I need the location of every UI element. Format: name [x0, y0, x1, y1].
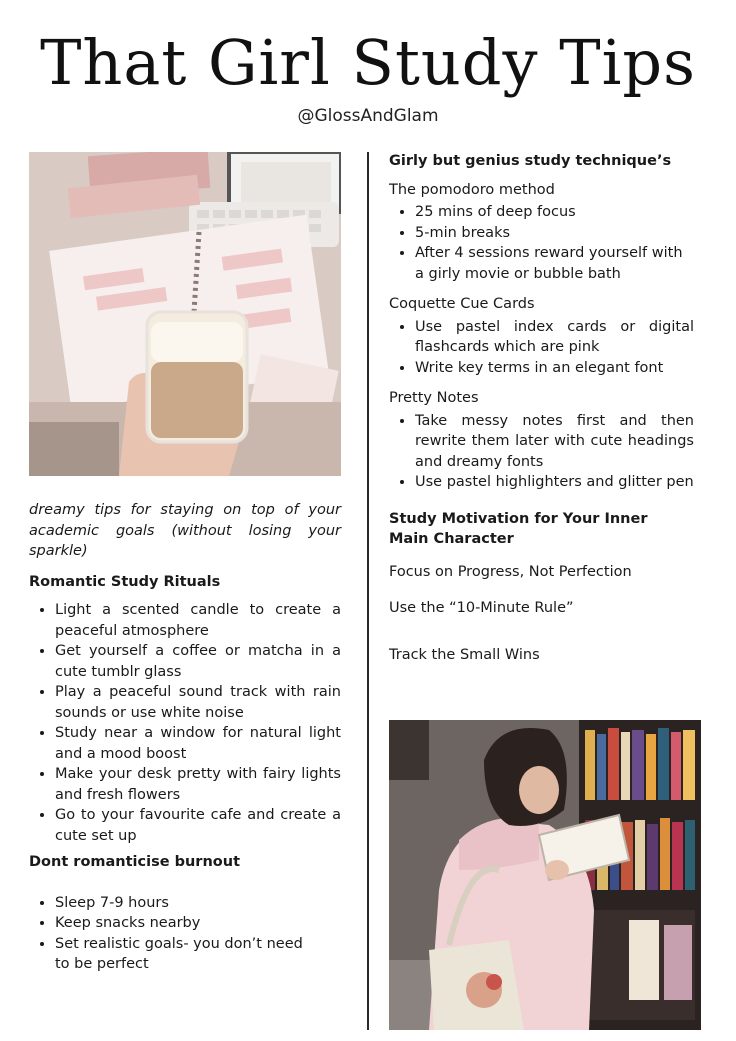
cue-cards-section — [389, 294, 694, 378]
pretty-notes-title: Pretty Notes — [389, 390, 479, 406]
list-item: • Go to your favourite cafe and create a cute set up — [55, 805, 341, 846]
pomodoro-list — [389, 202, 694, 284]
pomodoro-title: The pomodoro method — [389, 181, 555, 198]
right-column — [389, 151, 694, 665]
bookstore-photo — [389, 720, 701, 1030]
motivation-heading — [389, 509, 694, 550]
motivation-tip-2: Use the “10-Minute Rule” — [389, 600, 574, 616]
techniques-heading: Girly but genius study technique’s — [389, 153, 672, 169]
list-item: • Get yourself a coffee or matcha in a cute tumblr glass — [55, 641, 341, 682]
list-item: • Set realistic goals- you don’t need to be perfect — [55, 934, 341, 975]
intro-text: dreamy tips for staying on top of your academic goals (without losing your sparkle) — [29, 502, 341, 559]
motivation-heading-line-1: Study Motivation for Your Inner — [389, 510, 648, 527]
list-item: • Keep snacks nearby — [55, 913, 341, 934]
pretty-notes-section — [389, 388, 694, 493]
burnout-list — [29, 893, 341, 975]
list-item: • After 4 sessions reward yourself with a girly movie or bubble bath — [415, 243, 694, 284]
list-item: • 25 mins of deep focus — [415, 202, 694, 223]
list-item: • Use pastel index cards or digital flashcards which are pink — [415, 317, 694, 358]
cue-cards-list — [389, 317, 694, 379]
cue-cards-title: Coquette Cue Cards — [389, 296, 535, 312]
list-item: • Use pastel highlighters and glitter pen — [415, 472, 694, 493]
list-item: • Play a peaceful sound track with rain sounds or use white noise — [55, 682, 341, 723]
list-item: • Study near a window for natural light and a mood boost — [55, 723, 341, 764]
list-item: • Take messy notes first and then rewrite them later with cute headings and dreamy fonts — [415, 411, 694, 473]
list-item: • 5-min breaks — [415, 223, 694, 244]
rituals-list — [29, 600, 341, 846]
rituals-heading: Romantic Study Rituals — [29, 573, 221, 590]
bookstore-illustration — [389, 720, 701, 1030]
list-item: • Make your desk pretty with fairy lights and fresh flowers — [55, 764, 341, 805]
study-desk-illustration — [29, 152, 341, 476]
motivation-tip-3: Track the Small Wins — [389, 646, 540, 663]
pomodoro-section — [389, 180, 694, 285]
list-item: • Light a scented candle to create a peaceful atmosphere — [55, 600, 341, 641]
author-handle: @GlossAndGlam — [297, 106, 439, 126]
list-item: • Sleep 7-9 hours — [55, 893, 341, 914]
pretty-notes-list — [389, 411, 694, 493]
page-title: That Girl Study Tips — [40, 26, 696, 99]
burnout-heading: Dont romanticise burnout — [29, 854, 241, 870]
left-column — [29, 500, 341, 975]
study-desk-photo — [29, 152, 341, 476]
column-divider — [367, 152, 369, 1030]
motivation-tip-1: Focus on Progress, Not Perfection — [389, 563, 632, 580]
motivation-heading-line-2: Main Character — [389, 531, 514, 547]
list-item: • Write key terms in an elegant font — [415, 358, 694, 379]
